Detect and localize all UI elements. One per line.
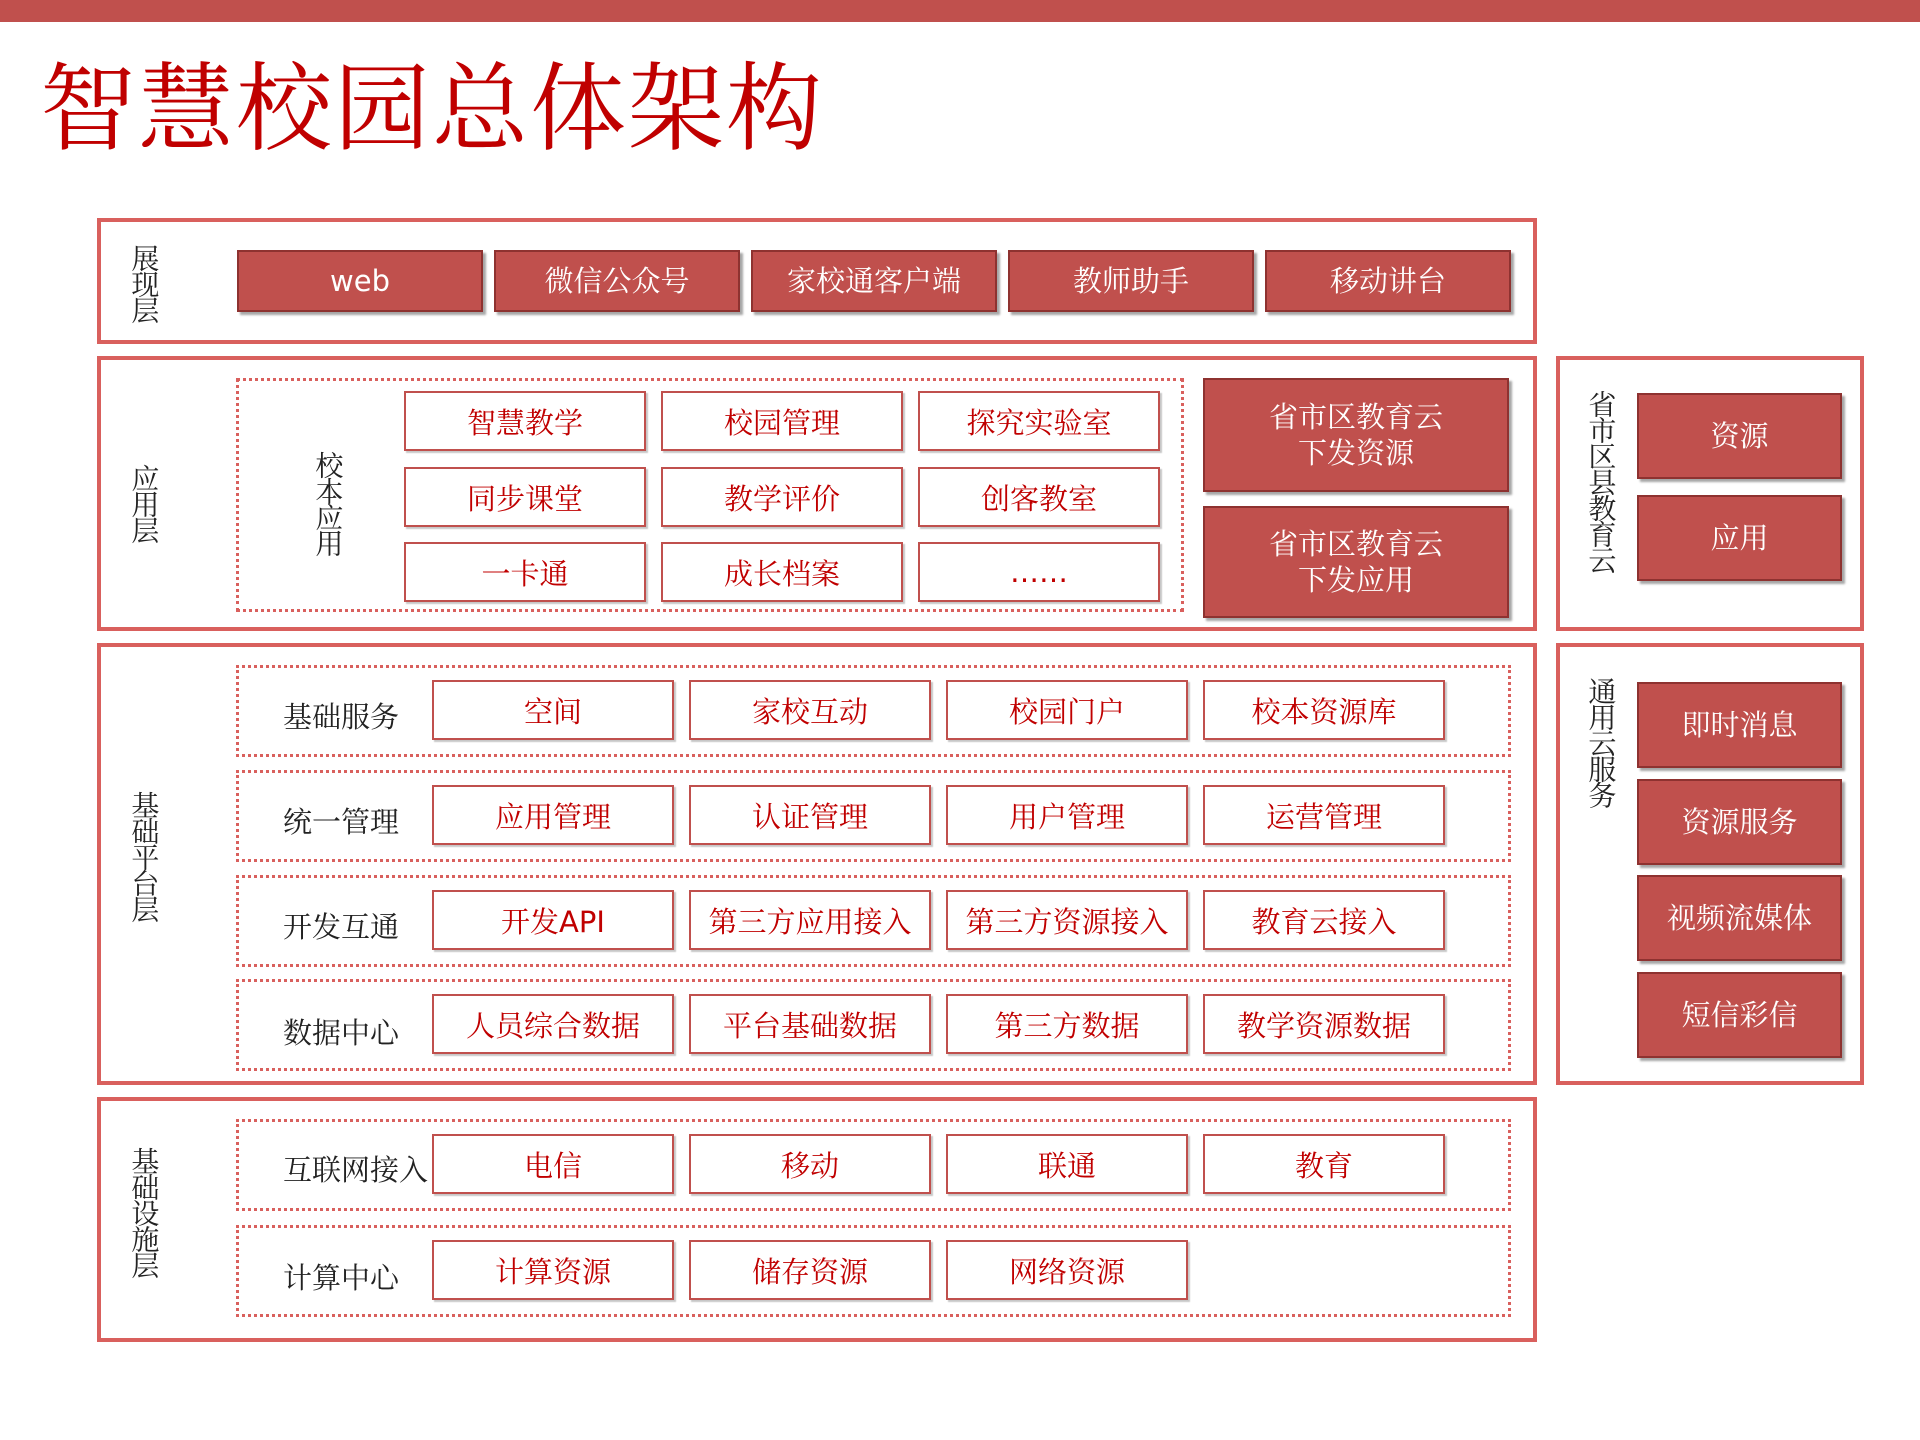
- common-cloud-label: 通用云服务: [1584, 677, 1618, 807]
- group-label: 开发互通: [283, 910, 400, 944]
- application-layer-label: 应用层: [127, 464, 161, 542]
- top-accent-bar: [0, 0, 1920, 22]
- resource-service-button[interactable]: 资源服务: [1637, 779, 1842, 865]
- platform-group-data-center: [236, 979, 1511, 1071]
- presentation-item-wechat[interactable]: 微信公众号: [494, 250, 740, 312]
- edu-cloud-resources-button[interactable]: 资源: [1637, 393, 1842, 479]
- app-item[interactable]: 教学评价: [661, 467, 903, 527]
- app-item[interactable]: 创客教室: [918, 467, 1160, 527]
- infrastructure-layer-label: 基础设施层: [127, 1147, 161, 1277]
- platform-item[interactable]: 校本资源库: [1203, 680, 1445, 740]
- app-item[interactable]: 同步课堂: [404, 467, 646, 527]
- group-label: 统一管理: [283, 805, 400, 839]
- platform-item[interactable]: 认证管理: [689, 785, 931, 845]
- page-title: 智慧校园总体架构: [40, 53, 824, 165]
- application-layer: [97, 356, 1537, 631]
- instant-message-button[interactable]: 即时消息: [1637, 682, 1842, 768]
- presentation-layer: [97, 218, 1537, 344]
- infra-item[interactable]: 计算资源: [432, 1240, 674, 1300]
- platform-layer: [97, 643, 1537, 1085]
- platform-group-dev-interop: [236, 875, 1511, 967]
- app-item[interactable]: 探究实验室: [918, 391, 1160, 451]
- presentation-item-mobile-podium[interactable]: 移动讲台: [1265, 250, 1511, 312]
- infra-group-computing-center: [236, 1225, 1511, 1317]
- presentation-item-web[interactable]: web: [237, 250, 483, 312]
- infrastructure-layer: [97, 1097, 1537, 1342]
- infra-item[interactable]: 电信: [432, 1134, 674, 1194]
- video-streaming-button[interactable]: 视频流媒体: [1637, 875, 1842, 961]
- platform-item[interactable]: 人员综合数据: [432, 994, 674, 1054]
- group-label: 基础服务: [283, 700, 400, 734]
- platform-item[interactable]: 第三方资源接入: [946, 890, 1188, 950]
- platform-item[interactable]: 教育云接入: [1203, 890, 1445, 950]
- group-label: 互联网接入: [283, 1153, 429, 1187]
- platform-item[interactable]: 平台基础数据: [689, 994, 931, 1054]
- platform-group-unified-management: [236, 770, 1511, 862]
- platform-item[interactable]: 校园门户: [946, 680, 1188, 740]
- platform-item[interactable]: 教学资源数据: [1203, 994, 1445, 1054]
- app-item[interactable]: 校园管理: [661, 391, 903, 451]
- cloud-resources-box[interactable]: 省市区教育云 下发资源: [1203, 378, 1509, 492]
- app-item-more[interactable]: ……: [918, 542, 1160, 602]
- infra-item[interactable]: 移动: [689, 1134, 931, 1194]
- edu-cloud-panel: [1556, 356, 1864, 631]
- app-item[interactable]: 智慧教学: [404, 391, 646, 451]
- infra-item[interactable]: 储存资源: [689, 1240, 931, 1300]
- infra-item[interactable]: 网络资源: [946, 1240, 1188, 1300]
- infra-item[interactable]: 教育: [1203, 1134, 1445, 1194]
- platform-item[interactable]: 应用管理: [432, 785, 674, 845]
- edu-cloud-apps-button[interactable]: 应用: [1637, 495, 1842, 581]
- platform-item[interactable]: 用户管理: [946, 785, 1188, 845]
- app-item[interactable]: 一卡通: [404, 542, 646, 602]
- school-app-label: 校本应用: [311, 451, 345, 555]
- platform-item[interactable]: 运营管理: [1203, 785, 1445, 845]
- cloud-apps-box[interactable]: 省市区教育云 下发应用: [1203, 506, 1509, 618]
- platform-item[interactable]: 第三方应用接入: [689, 890, 931, 950]
- platform-item[interactable]: 空间: [432, 680, 674, 740]
- group-label: 计算中心: [283, 1261, 400, 1295]
- platform-item[interactable]: 第三方数据: [946, 994, 1188, 1054]
- group-label: 数据中心: [283, 1016, 400, 1050]
- presentation-layer-label: 展现层: [127, 244, 161, 322]
- platform-item[interactable]: 家校互动: [689, 680, 931, 740]
- edu-cloud-label: 省市区县教育云: [1584, 390, 1618, 572]
- infra-group-internet-access: [236, 1119, 1511, 1211]
- app-item[interactable]: 成长档案: [661, 542, 903, 602]
- sms-mms-button[interactable]: 短信彩信: [1637, 972, 1842, 1058]
- infra-item[interactable]: 联通: [946, 1134, 1188, 1194]
- school-app-group: [236, 378, 1184, 612]
- presentation-item-client[interactable]: 家校通客户端: [751, 250, 997, 312]
- platform-group-basic-services: [236, 665, 1511, 757]
- platform-item[interactable]: 开发API: [432, 890, 674, 950]
- platform-layer-label: 基础平台层: [127, 791, 161, 921]
- presentation-item-teacher-assistant[interactable]: 教师助手: [1008, 250, 1254, 312]
- common-cloud-panel: [1556, 643, 1864, 1085]
